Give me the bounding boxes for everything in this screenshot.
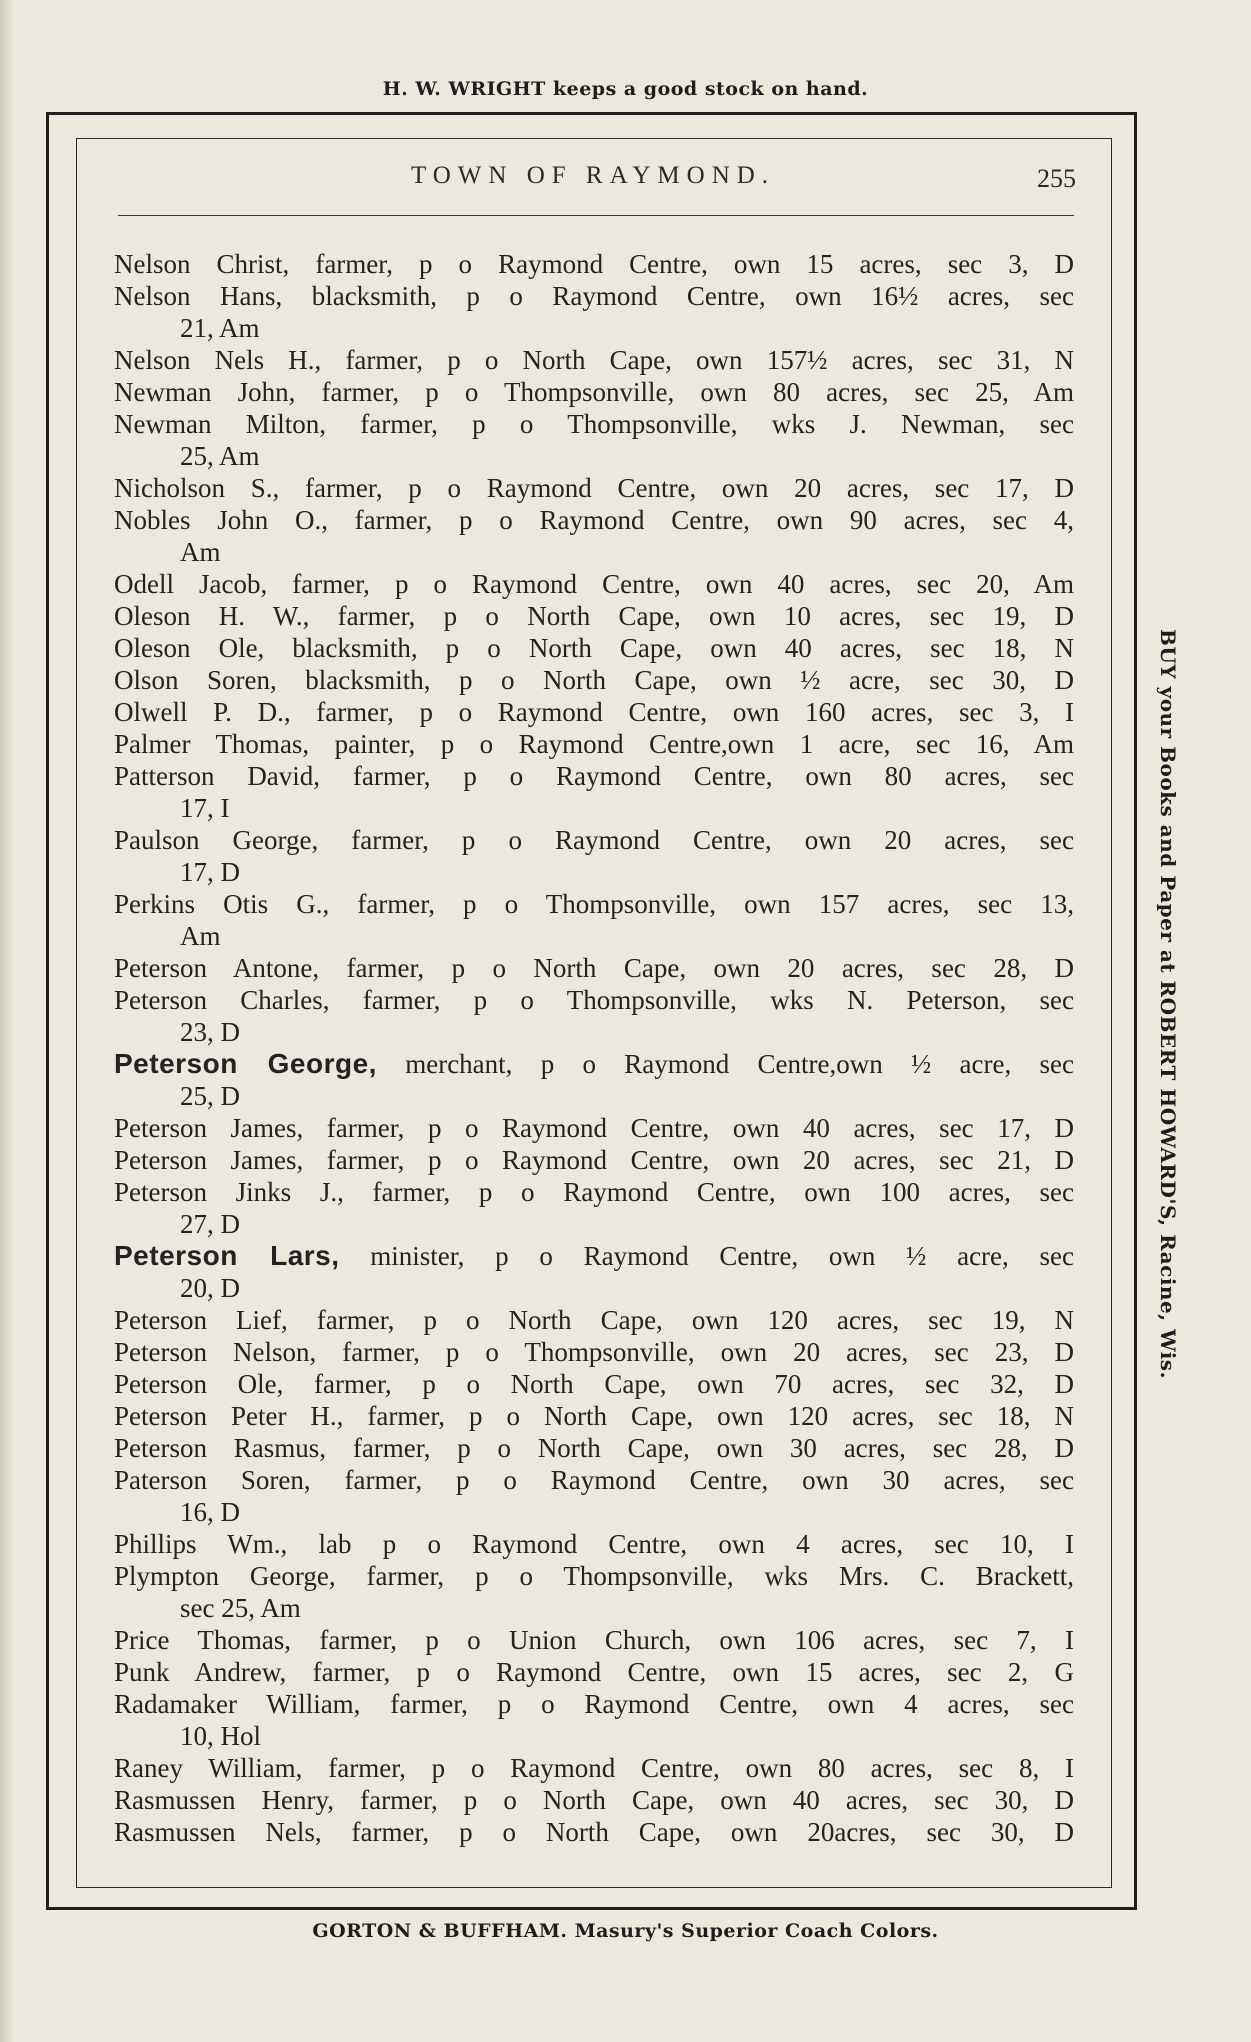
directory-entries <box>114 248 1074 1848</box>
entry-text: Paterson Soren, farmer, p o Raymond Centre, own 30 acres, sec <box>114 1465 1074 1495</box>
entry-text: Peterson Lief, farmer, p o North Cape, own 120 acres, sec 19, N <box>114 1305 1074 1335</box>
entry-line <box>114 376 1074 408</box>
footer-advertisement: GORTON & BUFFHAM. Masury's Superior Coach Colors. <box>312 1920 939 1942</box>
entry-continuation: 25, D <box>180 1081 240 1111</box>
entry-text: Peterson Jinks J., farmer, p o Raymond Centre, own 100 acres, sec <box>114 1177 1074 1207</box>
directory-entry <box>114 1688 1074 1752</box>
entry-line <box>114 952 1074 984</box>
entry-name-bold: Peterson Lars, <box>114 1240 340 1271</box>
directory-entry <box>114 280 1074 344</box>
entry-text: Nobles John O., farmer, p o Raymond Centre, own 90 acres, sec 4, <box>114 505 1074 535</box>
directory-entry <box>114 1432 1074 1464</box>
entry-continuation: sec 25, Am <box>180 1593 301 1623</box>
entry-line <box>114 600 1074 632</box>
directory-entry <box>114 1240 1074 1304</box>
entry-text: Price Thomas, farmer, p o Union Church, own 106 acres, sec 7, I <box>114 1625 1074 1655</box>
entry-line <box>114 1112 1074 1144</box>
directory-entry <box>114 728 1074 760</box>
directory-entry <box>114 1368 1074 1400</box>
entry-continuation: 25, Am <box>180 441 260 471</box>
directory-entry <box>114 1176 1074 1240</box>
header-rule <box>118 215 1074 216</box>
page-title: TOWN OF RAYMOND. <box>410 162 776 189</box>
entry-line <box>114 1752 1074 1784</box>
entry-continuation: 23, D <box>180 1017 240 1047</box>
entry-text: Peterson Peter H., farmer, p o North Cape, own 120 acres, sec 18, N <box>114 1401 1074 1431</box>
entry-line <box>114 1048 1074 1080</box>
entry-text: Punk Andrew, farmer, p o Raymond Centre, own 15 acres, sec 2, G <box>114 1657 1074 1687</box>
directory-entry <box>114 1336 1074 1368</box>
entry-line <box>114 1176 1074 1208</box>
entry-text: Oleson Ole, blacksmith, p o North Cape, own 40 acres, sec 18, N <box>114 633 1074 663</box>
entry-line <box>114 1560 1074 1592</box>
entry-continuation: Am <box>180 921 221 951</box>
directory-entry <box>114 472 1074 504</box>
entry-line <box>114 1336 1074 1368</box>
binding-gutter <box>0 0 14 2042</box>
entry-text: Nelson Christ, farmer, p o Raymond Centre, own 15 acres, sec 3, D <box>114 249 1074 279</box>
directory-entry <box>114 248 1074 280</box>
entry-line <box>114 1144 1074 1176</box>
directory-entry <box>114 1624 1074 1656</box>
entry-text: Newman Milton, farmer, p o Thompsonville, wks J. Newman, sec <box>114 409 1074 439</box>
directory-entry <box>114 1400 1074 1432</box>
entry-line <box>114 1624 1074 1656</box>
entry-text: Palmer Thomas, painter, p o Raymond Centre,own 1 acre, sec 16, Am <box>114 729 1074 759</box>
entry-continuation: 17, I <box>180 793 230 823</box>
entry-text: Peterson Charles, farmer, p o Thompsonville, wks N. Peterson, sec <box>114 985 1074 1015</box>
directory-entry <box>114 1528 1074 1560</box>
entry-text: Raney William, farmer, p o Raymond Centre, own 80 acres, sec 8, I <box>114 1753 1074 1783</box>
entry-line <box>114 504 1074 536</box>
directory-entry <box>114 632 1074 664</box>
entry-text: Olwell P. D., farmer, p o Raymond Centre, own 160 acres, sec 3, I <box>114 697 1074 727</box>
header-advertisement: H. W. WRIGHT keeps a good stock on hand. <box>382 78 869 100</box>
entry-text: Peterson Rasmus, farmer, p o North Cape, own 30 acres, sec 28, D <box>114 1433 1074 1463</box>
directory-entry <box>114 1112 1074 1144</box>
entry-line <box>114 728 1074 760</box>
directory-entry <box>114 888 1074 952</box>
entry-text: Olson Soren, blacksmith, p o North Cape, own ½ acre, sec 30, D <box>114 665 1074 695</box>
entry-line <box>114 760 1074 792</box>
entry-line <box>114 1528 1074 1560</box>
page-number: 255 <box>1037 164 1076 193</box>
directory-entry <box>114 1656 1074 1688</box>
entry-continuation: 10, Hol <box>180 1721 261 1751</box>
entry-text: Peterson James, farmer, p o Raymond Centre, own 40 acres, sec 17, D <box>114 1113 1074 1143</box>
entry-line <box>114 824 1074 856</box>
directory-entry <box>114 1304 1074 1336</box>
entry-text: Newman John, farmer, p o Thompsonville, own 80 acres, sec 25, Am <box>114 377 1074 407</box>
entry-line <box>114 472 1074 504</box>
entry-line <box>114 280 1074 312</box>
directory-entry <box>114 1560 1074 1624</box>
entry-text: Radamaker William, farmer, p o Raymond Centre, own 4 acres, sec <box>114 1689 1074 1719</box>
entry-text: merchant, p o Raymond Centre,own ½ acre, sec <box>405 1049 1075 1079</box>
entry-text: Rasmussen Henry, farmer, p o North Cape, own 40 acres, sec 30, D <box>114 1785 1074 1815</box>
entry-text: Plympton George, farmer, p o Thompsonville, wks Mrs. C. Brackett, <box>114 1561 1074 1591</box>
running-head <box>110 162 1076 202</box>
entry-text: Peterson Nelson, farmer, p o Thompsonville, own 20 acres, sec 23, D <box>114 1337 1074 1367</box>
entry-continuation: 17, D <box>180 857 240 887</box>
directory-entry <box>114 504 1074 568</box>
entry-line <box>114 1816 1074 1848</box>
entry-text: Perkins Otis G., farmer, p o Thompsonville, own 157 acres, sec 13, <box>114 889 1074 919</box>
entry-text: Oleson H. W., farmer, p o North Cape, own 10 acres, sec 19, D <box>114 601 1074 631</box>
directory-entry <box>114 1784 1074 1816</box>
entry-continuation: 16, D <box>180 1497 240 1527</box>
entry-text: Odell Jacob, farmer, p o Raymond Centre, own 40 acres, sec 20, Am <box>114 569 1074 599</box>
side-advertisement-text: BUY your Books and Paper at ROBERT HOWARD'S, Racine, Wis. <box>1156 628 1180 1380</box>
directory-entry <box>114 1144 1074 1176</box>
entry-name-bold: Peterson George, <box>114 1048 377 1079</box>
entry-line <box>114 1656 1074 1688</box>
directory-entry <box>114 1048 1074 1112</box>
directory-entry <box>114 568 1074 600</box>
directory-entry <box>114 760 1074 824</box>
entry-line <box>114 408 1074 440</box>
entry-line <box>114 632 1074 664</box>
entry-line <box>114 1432 1074 1464</box>
directory-entry <box>114 408 1074 472</box>
entry-line <box>114 344 1074 376</box>
entry-line <box>114 984 1074 1016</box>
entry-continuation: 20, D <box>180 1273 240 1303</box>
entry-text: Phillips Wm., lab p o Raymond Centre, own 4 acres, sec 10, I <box>114 1529 1074 1559</box>
directory-entry <box>114 1816 1074 1848</box>
directory-entry <box>114 344 1074 376</box>
directory-entry <box>114 952 1074 984</box>
entry-text: minister, p o Raymond Centre, own ½ acre, sec <box>370 1241 1074 1271</box>
entry-text: Peterson Antone, farmer, p o North Cape, own 20 acres, sec 28, D <box>114 953 1074 983</box>
entry-line <box>114 1400 1074 1432</box>
entry-continuation: Am <box>180 537 221 567</box>
entry-text: Paulson George, farmer, p o Raymond Centre, own 20 acres, sec <box>114 825 1074 855</box>
entry-line <box>114 664 1074 696</box>
entry-text: Patterson David, farmer, p o Raymond Centre, own 80 acres, sec <box>114 761 1074 791</box>
entry-line <box>114 888 1074 920</box>
entry-line <box>114 1368 1074 1400</box>
entry-line <box>114 1240 1074 1272</box>
entry-continuation: 27, D <box>180 1209 240 1239</box>
entry-continuation: 21, Am <box>180 313 260 343</box>
entry-text: Nicholson S., farmer, p o Raymond Centre, own 20 acres, sec 17, D <box>114 473 1074 503</box>
directory-entry <box>114 600 1074 632</box>
directory-entry <box>114 1752 1074 1784</box>
entry-line <box>114 1304 1074 1336</box>
entry-line <box>114 1688 1074 1720</box>
directory-entry <box>114 1464 1074 1528</box>
entry-text: Peterson James, farmer, p o Raymond Centre, own 20 acres, sec 21, D <box>114 1145 1074 1175</box>
directory-entry <box>114 984 1074 1048</box>
entry-text: Nelson Hans, blacksmith, p o Raymond Centre, own 16½ acres, sec <box>114 281 1074 311</box>
side-advertisement <box>1143 564 1193 1444</box>
entry-line <box>114 696 1074 728</box>
entry-text: Peterson Ole, farmer, p o North Cape, own 70 acres, sec 32, D <box>114 1369 1074 1399</box>
entry-line <box>114 1784 1074 1816</box>
entry-text: Nelson Nels H., farmer, p o North Cape, own 157½ acres, sec 31, N <box>114 345 1074 375</box>
directory-entry <box>114 824 1074 888</box>
directory-entry <box>114 376 1074 408</box>
directory-entry <box>114 696 1074 728</box>
entry-line <box>114 1464 1074 1496</box>
entry-line <box>114 248 1074 280</box>
directory-entry <box>114 664 1074 696</box>
entry-text: Rasmussen Nels, farmer, p o North Cape, own 20acres, sec 30, D <box>114 1817 1074 1847</box>
entry-line <box>114 568 1074 600</box>
